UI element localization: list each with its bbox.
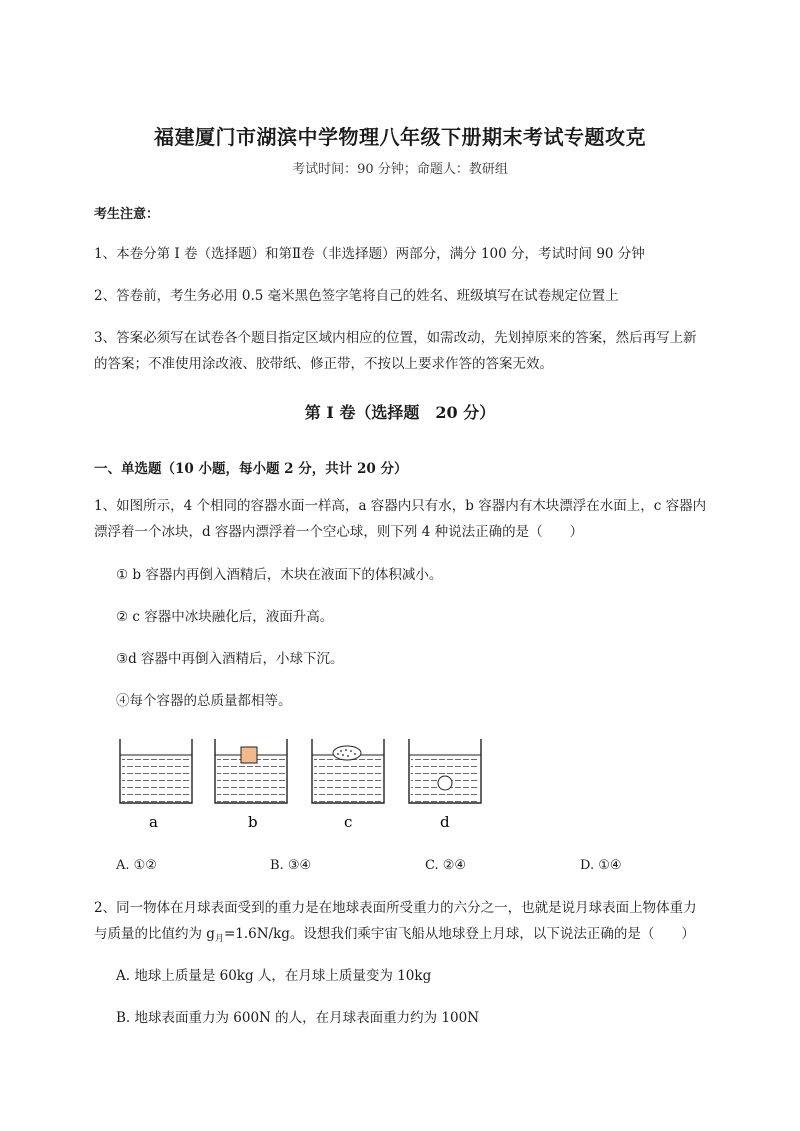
q2-stem-text: 与质量的比值约为 g — [94, 926, 215, 942]
notice-item-3-cont: 的答案；不准使用涂改液、胶带纸、修正带，不按以上要求作答的答案无效。 — [94, 356, 553, 372]
notice-item-1: 1、本卷分第 I 卷（选择题）和第Ⅱ卷（非选择题）两部分，满分 100 分，考试时间 90 分钟 — [94, 246, 645, 262]
container-d — [409, 739, 481, 803]
container-b — [215, 739, 287, 803]
exam-info: 考试时间：90 分钟；命题人：教研组 — [292, 162, 508, 177]
q1-option-c[interactable]: C. ②④ — [425, 858, 467, 873]
q2-option-b[interactable]: B. 地球表面重力为 600N 的人，在月球表面重力约为 100N — [116, 1010, 480, 1026]
figure-label-c: c — [344, 813, 353, 831]
notice-item-2: 2、答卷前，考生务必用 0.5 毫米黑色签字笔将自己的姓名、班级填写在试卷规定位置上 — [94, 288, 619, 304]
ice-block — [333, 746, 361, 760]
part-heading: 一、单选题（10 小题，每小题 2 分，共计 20 分） — [94, 461, 408, 477]
page-title: 福建厦门市湖滨中学物理八年级下册期末考试专题攻克 — [154, 125, 646, 149]
figure-label-d: d — [440, 813, 450, 831]
q1-statement-3: ③d 容器中再倒入酒精后，小球下沉。 — [116, 651, 344, 667]
g-moon-subscript: 月 — [214, 934, 224, 944]
q2-stem-line-2 — [94, 921, 695, 949]
q2-stem-text-rest: =1.6N/kg。设想我们乘宇宙飞船从地球登上月球，以下说法正确的是（ ） — [223, 926, 695, 942]
wood-block — [241, 747, 257, 763]
q1-stem-line-1: 1、如图所示，4 个相同的容器水面一样高，a 容器内只有水，b 容器内有木块漂浮在水面上，c 容器内 — [94, 498, 707, 514]
notice-heading: 考生注意： — [94, 207, 160, 222]
container-c — [312, 739, 384, 803]
q1-option-b[interactable]: B. ③④ — [270, 858, 312, 873]
q2-option-a[interactable]: A. 地球上质量是 60kg 人，在月球上质量变为 10kg — [116, 968, 432, 984]
figure-label-a: a — [149, 813, 158, 831]
section-title: 第 I 卷（选择题 20 分） — [304, 403, 496, 422]
q1-statement-1: ① b 容器内再倒入酒精后，木块在液面下的体积减小。 — [116, 567, 443, 583]
q1-option-d[interactable]: D. ①④ — [580, 858, 622, 873]
container-a — [120, 739, 192, 803]
q1-option-a[interactable]: A. ①② — [116, 858, 157, 873]
q1-statement-2: ② c 容器中冰块融化后，液面升高。 — [116, 609, 334, 625]
figure-label-b: b — [248, 813, 258, 831]
containers-figure — [110, 735, 500, 835]
hollow-ball — [438, 776, 452, 790]
q2-stem-line-1: 2、同一物体在月球表面受到的重力是在地球表面所受重力的六分之一，也就是说月球表面上物体重力 — [94, 900, 697, 916]
q1-statement-4: ④每个容器的总质量都相等。 — [116, 693, 292, 709]
notice-item-3: 3、答案必须写在试卷各个题目指定区域内相应的位置，如需改动，先划掉原来的答案，然后再写上新 — [94, 330, 697, 346]
q1-stem-line-2: 漂浮着一个冰块，d 容器内漂浮着一个空心球，则下列 4 种说法正确的是（ ） — [94, 524, 584, 540]
